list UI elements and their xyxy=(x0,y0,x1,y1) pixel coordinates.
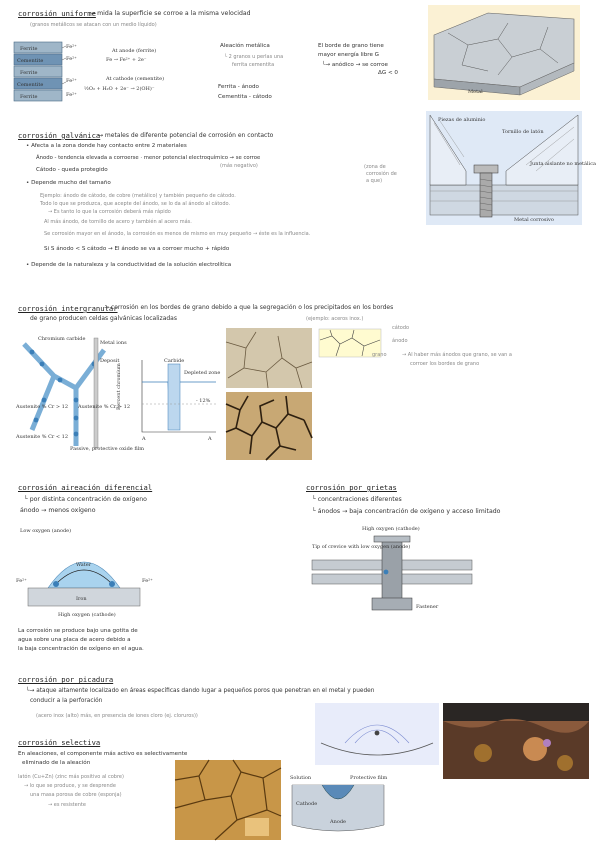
uniforme-borde1: El borde de grano tiene xyxy=(318,43,384,49)
fig-a2: A xyxy=(208,436,212,442)
fig-ferrite-3: Ferrite xyxy=(20,94,38,100)
fig-fe2-1: Fe²⁺ xyxy=(66,44,77,50)
pitting-micrograph xyxy=(443,703,589,779)
galvanica-g5: Se corrosión mayor en el ánodo, la corrosión es menos de mismo en muy pequeño → éste es la influencia. xyxy=(44,231,311,237)
fig-cementite-1: Cementite xyxy=(17,58,44,64)
aireacion-p3: la baja concentración de oxígeno en el agua. xyxy=(18,646,144,652)
intergranular-title: corrosión intergranular xyxy=(18,304,118,313)
aireacion-line1: └ por distinta concentración de oxígeno xyxy=(24,496,147,503)
galvanica-b2c: (zona de xyxy=(364,164,386,170)
galvanica-b1: • Afecta a la zona donde hay contacto entre 2 materiales xyxy=(26,143,187,149)
picadura-title: corrosión por picadura xyxy=(18,675,114,684)
selectiva-g1: latón (Cu+Zn) (zinc más positivo al cobre) xyxy=(18,774,124,780)
metal-label: Metal xyxy=(468,89,483,95)
selectiva-g2: → lo que se produce, y se desprende xyxy=(24,783,116,789)
fig-fe-right: Fe²⁺ xyxy=(142,578,153,584)
fig-fe2-3: Fe²⁺ xyxy=(66,78,77,84)
fig-solution: Solution xyxy=(290,775,312,781)
galvanica-b5: Si S ánodo < S cátodo → El ánodo se va a corroer mucho + rápido xyxy=(44,246,230,252)
grietas-line1: └ concentraciones diferentes xyxy=(312,496,402,503)
fig-metal-corrosivo: Metal corrosivo xyxy=(514,217,554,223)
uniforme-ferrita: Ferrita - ánodo xyxy=(218,84,259,90)
picadura-line2: conducir a la perforación xyxy=(30,698,103,704)
galvanica-b2: Ánodo - tendencia elevada a corroerse · menor potencial electroquímico → se corroe xyxy=(36,155,261,161)
fig-fastener: Fastener xyxy=(416,604,439,610)
aireacion-title: corrosión aireación diferencial xyxy=(18,483,153,492)
grietas-line2: └ ánodos → baja concentración de oxígeno y acceso limitado xyxy=(312,508,501,515)
galvanica-b6: • Depende de la naturaleza y la conductividad de la solución electrolítica xyxy=(26,262,232,268)
galvanica-b2d: corrosión de xyxy=(366,171,397,177)
galvanica-title: corrosión galvánica xyxy=(18,131,101,140)
fig-aluminio: Piezas de aluminio xyxy=(438,117,486,123)
fig-ferrite-1: Ferrite xyxy=(20,46,38,52)
selectiva-g3: una masa porosa de cobre (esponja) xyxy=(30,792,122,798)
uniforme-aleacion-sub2: ferrita cementita xyxy=(232,62,275,68)
selectiva-line1: En aleaciones, el componente más activo es selectivamente xyxy=(18,751,188,757)
fig-anode-eq: Fe → Fe²⁺ + 2e⁻ xyxy=(106,57,147,63)
fig-junta: Junta aislante no metálica xyxy=(530,161,597,167)
fig-depleted-zone: Depleted zone xyxy=(184,370,221,376)
uniforme-borde4: ΔG < 0 xyxy=(378,70,398,76)
galvanica-b4: • Depende mucho del tamaño xyxy=(26,180,111,186)
water-drop-figure xyxy=(14,518,164,620)
fig-12-percent: - 12% xyxy=(196,398,211,404)
fig-deposit: Deposit xyxy=(100,358,120,364)
sketch-anodo: ánodo xyxy=(392,338,408,344)
uniforme-borde2: mayor energía libre G xyxy=(318,52,380,58)
sensitized-steel-figure xyxy=(14,330,145,454)
uniforme-title: corrosión uniforme xyxy=(18,9,96,18)
micrograph-grains-light xyxy=(226,328,312,388)
fig-a1: A xyxy=(142,436,146,442)
selectiva-line2: eliminado de la aleación xyxy=(22,760,91,766)
fig-high-oxygen-crevice: High oxygen (cathode) xyxy=(362,526,420,532)
intergranular-line2: de grano producen celdas galvánicas localizadas xyxy=(30,315,177,322)
galvanica-b3: Cátodo - queda protegido xyxy=(36,167,108,173)
galvanica-b2e: a que) xyxy=(366,178,383,184)
galvanica-g2: Todo lo que se produzca, que acepte del ánodo, se lo da al ánodo al cátodo. xyxy=(40,201,231,207)
galvanica-g1: Ejemplo: ánodo de cátodo, de cobre (metálico) y también pequeño de cátodo. xyxy=(40,193,236,199)
fig-fe2-4: Fe²⁺ xyxy=(66,92,77,98)
sketch-note2: corroer los bordes de grano xyxy=(410,361,480,367)
fig-fe2-2: Fe²⁺ xyxy=(66,56,77,62)
sketch-catodo: cátodo xyxy=(392,325,410,331)
picadura-line1: └→ ataque altamente localizado en áreas específicas dando lugar a pequeños poros que penetran en el metal y pueden xyxy=(26,688,375,694)
fig-chromium-carbide: Chromium carbide xyxy=(38,336,86,342)
fig-passive-film: Passive, protective oxide film xyxy=(70,446,145,452)
metal-grains-figure xyxy=(428,5,580,100)
chromium-profile-chart xyxy=(116,352,221,442)
fig-pit-cathode: Cathode xyxy=(296,801,318,807)
uniforme-line2: (granos metálicos se atacan con un medio líquido) xyxy=(30,22,157,28)
intergranular-line1: → corrosión en los bordes de grano debido a que la segregación o los precipitados en los bordes xyxy=(104,304,394,311)
fig-water: Water xyxy=(76,562,92,568)
fig-cementite-2: Cementite xyxy=(17,82,44,88)
aireacion-p2: agua sobre una placa de acero debido a xyxy=(18,637,131,643)
uniforme-borde3: └→ anódico → se corroe xyxy=(322,62,388,68)
fig-fe-left: Fe²⁺ xyxy=(16,578,27,584)
fig-metal-ions: Metal ions xyxy=(100,340,127,346)
dezincification-micrograph xyxy=(175,760,281,840)
intergranular-line2b: (ejemplo: aceros inox.) xyxy=(306,316,364,322)
sketch-grano: grano xyxy=(372,352,387,358)
fig-austenite-3: Austenite % Cr < 12 xyxy=(16,434,69,440)
fig-ferrite-2: Ferrite xyxy=(20,70,38,76)
fig-austenite-1: Austenite % Cr > 12 xyxy=(16,404,69,410)
sketch-note1: → Al haber más ánodos que grano, se van a xyxy=(402,352,512,358)
picadura-line3: (acero inox (alto) más, en presencia de iones cloro (ej. cloruros)) xyxy=(36,713,198,719)
galvanica-b2b: (más negativo) xyxy=(220,163,258,169)
selectiva-title: corrosión selectiva xyxy=(18,738,101,747)
fig-pit-anode: Anode xyxy=(330,819,347,825)
fig-cathode-label: At cathode (cementite) xyxy=(106,76,165,82)
fig-iron: Iron xyxy=(76,596,87,602)
ferrite-cementite-diagram xyxy=(14,38,214,110)
fig-carbide: Carbide xyxy=(164,358,185,364)
fig-tip-crevice: Tip of crevice with low oxygen (anode) xyxy=(312,544,411,550)
aireacion-line2: ánodo → menos oxígeno xyxy=(20,507,96,514)
galvanica-g3: → Es tanto lo que la corrosión deberá más rápido xyxy=(48,209,171,215)
fig-austenite-2: Austenite % Cr > 12 xyxy=(78,404,131,410)
fig-high-oxygen: High oxygen (cathode) xyxy=(58,612,116,618)
fig-percent-chromium: Percent chromium xyxy=(116,363,122,410)
uniforme-aleacion: Aleación metálica xyxy=(220,43,270,49)
uniforme-line1: → mida la superficie se corroe a la misma velocidad xyxy=(90,10,251,17)
fig-cathode-eq: ½O₂ + H₂O + 2e⁻ → 2(OH)⁻ xyxy=(84,86,155,92)
aireacion-p1: La corrosión se produce bajo una gotita de xyxy=(18,628,138,634)
uniforme-cementita: Cementita - cátodo xyxy=(218,94,272,100)
pit-cell-figure xyxy=(286,765,390,835)
crevice-figure xyxy=(312,520,472,624)
fig-protective-film: Protective film xyxy=(350,775,388,781)
fig-anode-label: At anode (ferrite) xyxy=(112,48,157,54)
selectiva-g4: → es resistente xyxy=(48,802,86,808)
fig-tornillo: Tornillo de latón xyxy=(502,129,544,135)
uniforme-aleacion-sub1: └ 2 granos u perlas una xyxy=(224,54,284,60)
fig-low-oxygen: Low oxygen (anode) xyxy=(20,528,72,534)
galvanic-bolt-figure xyxy=(426,111,597,225)
pit-schematic xyxy=(315,703,439,765)
micrograph-grains-dark xyxy=(226,392,312,460)
galvanica-line1: → metales de diferente potencial de corrosión en contacto xyxy=(98,132,274,139)
galvanica-g4: Al más ánodo, de tornillo de acero y también al acero más. xyxy=(44,219,192,225)
grietas-title: corrosión por grietas xyxy=(306,483,397,492)
